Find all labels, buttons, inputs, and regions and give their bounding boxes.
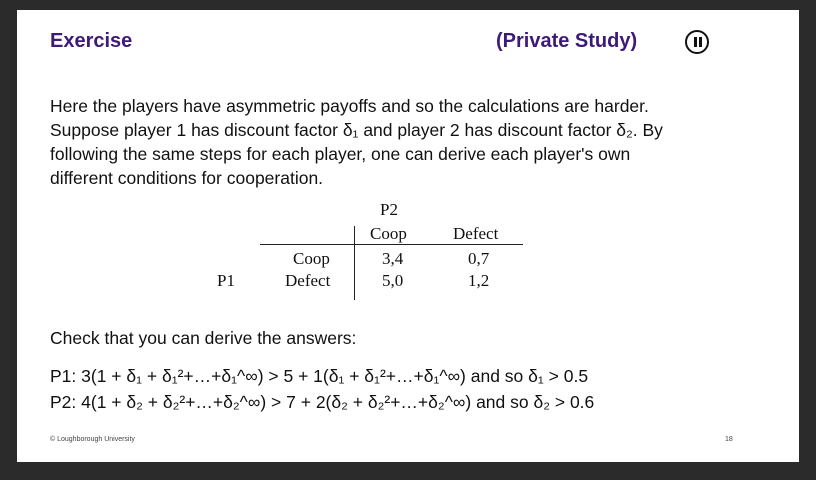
row-label-defect: Defect [285, 271, 331, 290]
footer-copyright: © Loughborough University [50, 436, 135, 443]
intro-line-3: following the same steps for each player, one can derive each player's own [50, 144, 631, 164]
intro-line-2: Suppose player 1 has discount factor δ₁ and player 2 has discount factor δ₂. By [50, 120, 663, 140]
slide [17, 10, 799, 462]
payoff-defect-defect: 1,2 [468, 271, 490, 290]
slide-title: Exercise [50, 30, 133, 52]
column-header-defect: Defect [453, 224, 499, 243]
intro-line-1: Here the players have asymmetric payoffs and so the calculations are harder. [50, 96, 649, 116]
column-header-coop: Coop [370, 224, 407, 243]
row-player-label: P1 [217, 271, 235, 290]
payoff-coop-coop: 3,4 [382, 249, 404, 268]
row-label-coop: Coop [293, 249, 330, 268]
payoff-defect-coop: 5,0 [382, 271, 404, 290]
payoff-table [207, 200, 547, 300]
pause-icon [685, 30, 709, 54]
p1-condition: P1: 3(1 + δ₁ + δ₁²+…+δ₁^∞) > 5 + 1(δ₁ + δ₁²+…+δ₁^∞) and so δ₁ > 0.5 [50, 366, 589, 386]
check-instruction: Check that you can derive the answers: [50, 328, 357, 348]
intro-paragraph [50, 94, 770, 190]
p2-condition: P2: 4(1 + δ₂ + δ₂²+…+δ₂^∞) > 7 + 2(δ₂ + δ₂²+…+δ₂^∞) and so δ₂ > 0.6 [50, 392, 595, 412]
page-number: 18 [725, 436, 733, 443]
column-player-label: P2 [380, 200, 398, 219]
pause-icon-label [687, 32, 707, 52]
table-row-rule [354, 226, 355, 300]
slide-subtitle: (Private Study) [496, 30, 638, 52]
payoff-coop-defect: 0,7 [468, 249, 490, 268]
table-header-rule [260, 244, 523, 245]
intro-line-4: different conditions for cooperation. [50, 168, 324, 188]
